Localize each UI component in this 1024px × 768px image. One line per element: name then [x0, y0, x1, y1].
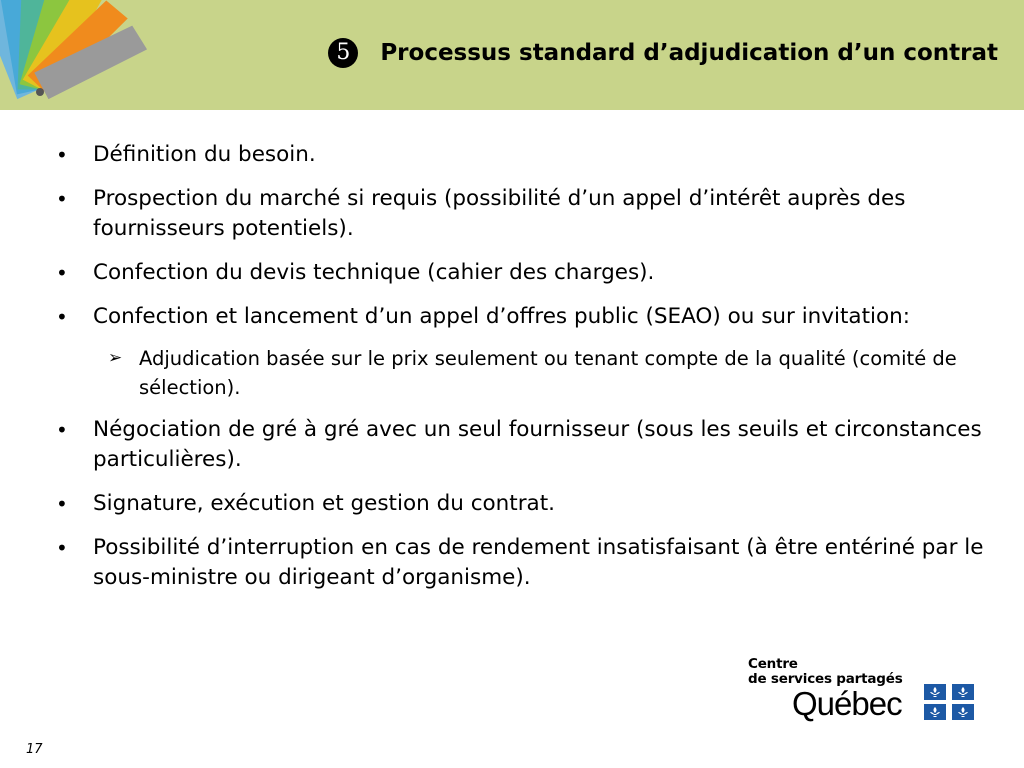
color-swatches-decoration	[0, 0, 170, 110]
swatch-fan	[0, 0, 147, 108]
logo-line-centre: Centre	[748, 656, 798, 672]
bullet-text: Confection du devis technique (cahier des charges).	[93, 260, 655, 285]
header-band	[0, 0, 1024, 110]
quebec-flag-icon	[924, 684, 974, 720]
bullet-dot-icon: •	[56, 492, 68, 516]
bullet-item	[56, 302, 986, 332]
bullet-text: Signature, exécution et gestion du contrat.	[93, 491, 555, 516]
sub-bullet-text: Adjudication basée sur le prix seulement ou tenant compte de la qualité (comité de sélection).	[139, 347, 957, 399]
bullet-list	[56, 140, 986, 607]
bullet-text: Possibilité d’interruption en cas de rendement insatisfaisant (à être entériné par le sous-ministre ou dirigeant d’organisme).	[93, 535, 984, 590]
csp-quebec-logo	[748, 656, 978, 726]
bullet-text: Prospection du marché si requis (possibilité d’un appel d’intérêt auprès des fournisseurs potentiels).	[93, 186, 906, 241]
bullet-dot-icon: •	[56, 536, 68, 560]
bullet-text: Définition du besoin.	[93, 142, 316, 167]
bullet-text: Négociation de gré à gré avec un seul fournisseur (sous les seuils et circonstances particulières).	[93, 417, 982, 472]
bullet-item	[56, 184, 986, 244]
bullet-text: Confection et lancement d’un appel d’offres public (SEAO) ou sur invitation:	[93, 304, 911, 329]
arrow-bullet-icon: ➢	[108, 348, 123, 368]
bullet-dot-icon: •	[56, 143, 68, 167]
title-number-badge: 5	[328, 38, 358, 68]
bullet-dot-icon: •	[56, 187, 68, 211]
page-number: 17	[26, 742, 43, 757]
logo-line-services: de services partagés	[748, 671, 903, 687]
bullet-item	[56, 140, 986, 170]
bullet-item	[56, 415, 986, 475]
slide-title: Processus standard d’adjudication d’un contrat	[380, 40, 998, 66]
sub-bullet-item	[102, 344, 986, 402]
logo-line-quebec: Québec	[792, 685, 902, 722]
bullet-dot-icon: •	[56, 418, 68, 442]
bullet-dot-icon: •	[56, 305, 68, 329]
bullet-dot-icon: •	[56, 261, 68, 285]
bullet-item	[56, 489, 986, 519]
bullet-item	[56, 258, 986, 288]
slide-title-group	[328, 38, 998, 68]
bullet-item	[56, 533, 986, 593]
